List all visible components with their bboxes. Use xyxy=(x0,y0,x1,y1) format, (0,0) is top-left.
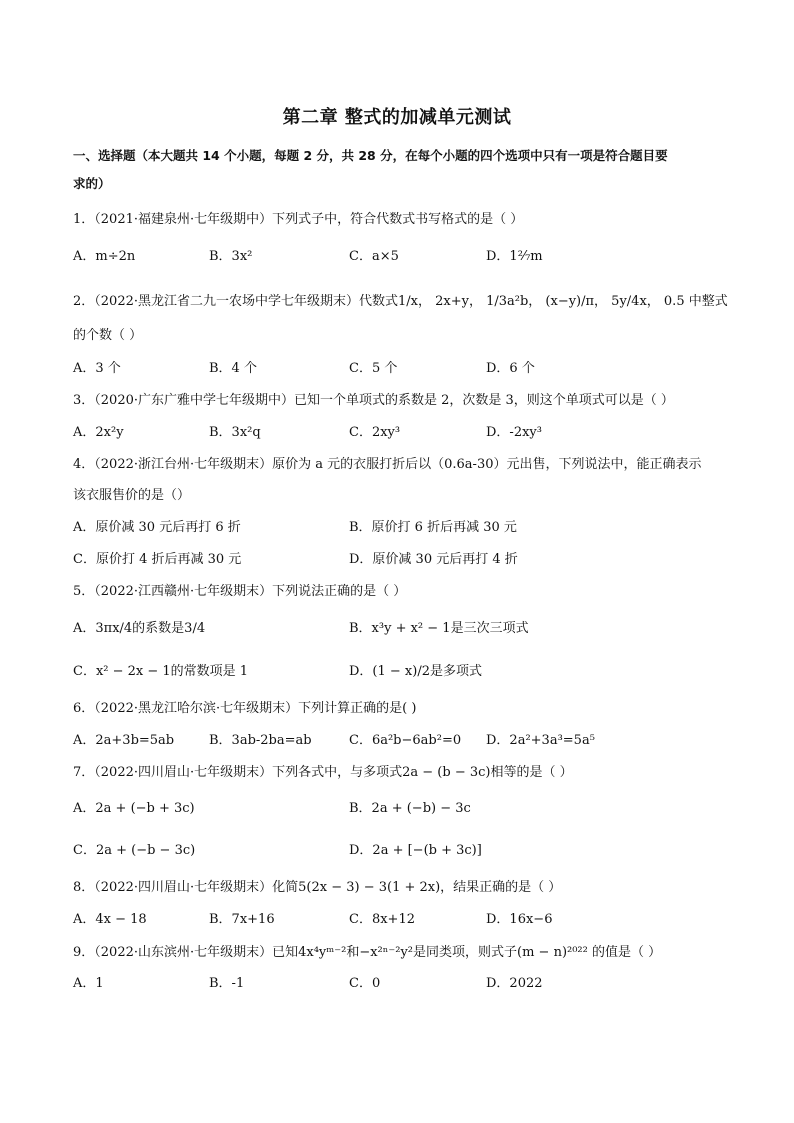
question-2-option-b: B．4 个 xyxy=(209,361,257,376)
question-3-option-a: A．2x²y xyxy=(73,425,124,440)
question-9-option-b: B．-1 xyxy=(209,976,245,991)
question-8-option-d: D．16x−6 xyxy=(486,912,553,927)
question-5-option-b: B．x³y + x² − 1是三次三项式 xyxy=(349,621,529,636)
question-5-option-c: C．x² − 2x − 1的常数项是 1 xyxy=(73,664,249,679)
page-title: 第二章 整式的加减单元测试 xyxy=(282,107,512,128)
question-9-option-c: C．0 xyxy=(349,976,381,991)
question-7-stem: 7．（2022·四川眉山·七年级期末）下列各式中，与多项式2a − (b − 3c)相等的是（ ） xyxy=(73,765,573,780)
question-5-stem: 5．（2022·江西赣州·七年级期末）下列说法正确的是（ ） xyxy=(73,584,407,599)
question-1-option-a: A．m÷2n xyxy=(73,249,136,264)
question-8-option-a: A．4x − 18 xyxy=(73,912,147,927)
question-6-option-b: B．3ab-2ba=ab xyxy=(209,733,312,748)
question-4-option-b: B．原价打 6 折后再减 30 元 xyxy=(349,520,517,535)
question-1-option-d: D．1²⁄₇m xyxy=(486,249,543,264)
section-heading-line-2: 求的） xyxy=(73,176,111,191)
question-7-option-a: A．2a + (−b + 3c) xyxy=(73,801,195,816)
question-2-option-c: C．5 个 xyxy=(349,361,398,376)
question-1-stem: 1．（2021·福建泉州·七年级期中）下列式子中，符合代数式书写格式的是（ ） xyxy=(73,212,524,227)
question-3-option-c: C．2xy³ xyxy=(349,425,401,440)
question-3-option-b: B．3x²q xyxy=(209,425,261,440)
question-3-stem: 3．（2020·广东广雅中学七年级期中）已知一个单项式的系数是 2，次数是 3，则这个单项式可以是（ ） xyxy=(73,393,674,408)
question-4-option-a: A．原价减 30 元后再打 6 折 xyxy=(73,520,241,535)
question-7-option-b: B．2a + (−b) − 3c xyxy=(349,801,471,816)
question-2-stem-continued: 的个数（ ） xyxy=(73,328,143,343)
question-5-option-a: A．3πx/4的系数是3/4 xyxy=(73,621,206,636)
question-8-option-c: C．8x+12 xyxy=(349,912,415,927)
question-4-stem: 4．（2022·浙江台州·七年级期末）原价为 a 元的衣服打折后以（0.6a-30）元出售，下列说法中，能正确表示 xyxy=(73,457,702,472)
question-6-option-d: D．2a²+3a³=5a⁵ xyxy=(486,733,595,748)
question-7-option-d: D．2a + [−(b + 3c)] xyxy=(349,843,482,858)
question-4-stem-continued: 该衣服售价的是（） xyxy=(73,488,191,503)
question-4-option-d: D．原价减 30 元后再打 4 折 xyxy=(349,552,518,567)
question-6-option-c: C．6a²b−6ab²=0 xyxy=(349,733,462,748)
question-6-option-a: A．2a+3b=5ab xyxy=(73,733,175,748)
question-8-stem: 8．（2022·四川眉山·七年级期末）化简5(2x − 3) − 3(1 + 2x)，结果正确的是（ ） xyxy=(73,880,562,895)
question-2-option-a: A．3 个 xyxy=(73,361,121,376)
question-1-option-c: C．a×5 xyxy=(349,249,399,264)
question-2-option-d: D．6 个 xyxy=(486,361,535,376)
question-9-option-a: A．1 xyxy=(73,976,104,991)
question-2-stem: 2．（2022·黑龙江省二九一农场中学七年级期末）代数式1/x， 2x+y， 1/3a²b， (x−y)/π， 5y/4x， 0.5 中整式 xyxy=(73,294,728,309)
question-8-option-b: B．7x+16 xyxy=(209,912,275,927)
section-heading-line-1: 一、选择题（本大题共 14 个小题，每题 2 分，共 28 分，在每个小题的四个选项中只有一项是符合题目要 xyxy=(73,148,668,163)
question-6-stem: 6．（2022·黑龙江哈尔滨·七年级期末）下列计算正确的是( ) xyxy=(73,701,417,716)
question-3-option-d: D．-2xy³ xyxy=(486,425,542,440)
question-7-option-c: C．2a + (−b − 3c) xyxy=(73,843,196,858)
question-1-option-b: B．3x² xyxy=(209,249,253,264)
question-9-option-d: D．2022 xyxy=(486,976,543,991)
question-9-stem: 9．（2022·山东滨州·七年级期末）已知4x⁴yᵐ⁻²和−x²ⁿ⁻²y²是同类项，则式子(m − n)²⁰²² 的值是（ ） xyxy=(73,945,662,960)
question-5-option-d: D．(1 − x)/2是多项式 xyxy=(349,664,482,679)
question-4-option-c: C．原价打 4 折后再减 30 元 xyxy=(73,552,242,567)
